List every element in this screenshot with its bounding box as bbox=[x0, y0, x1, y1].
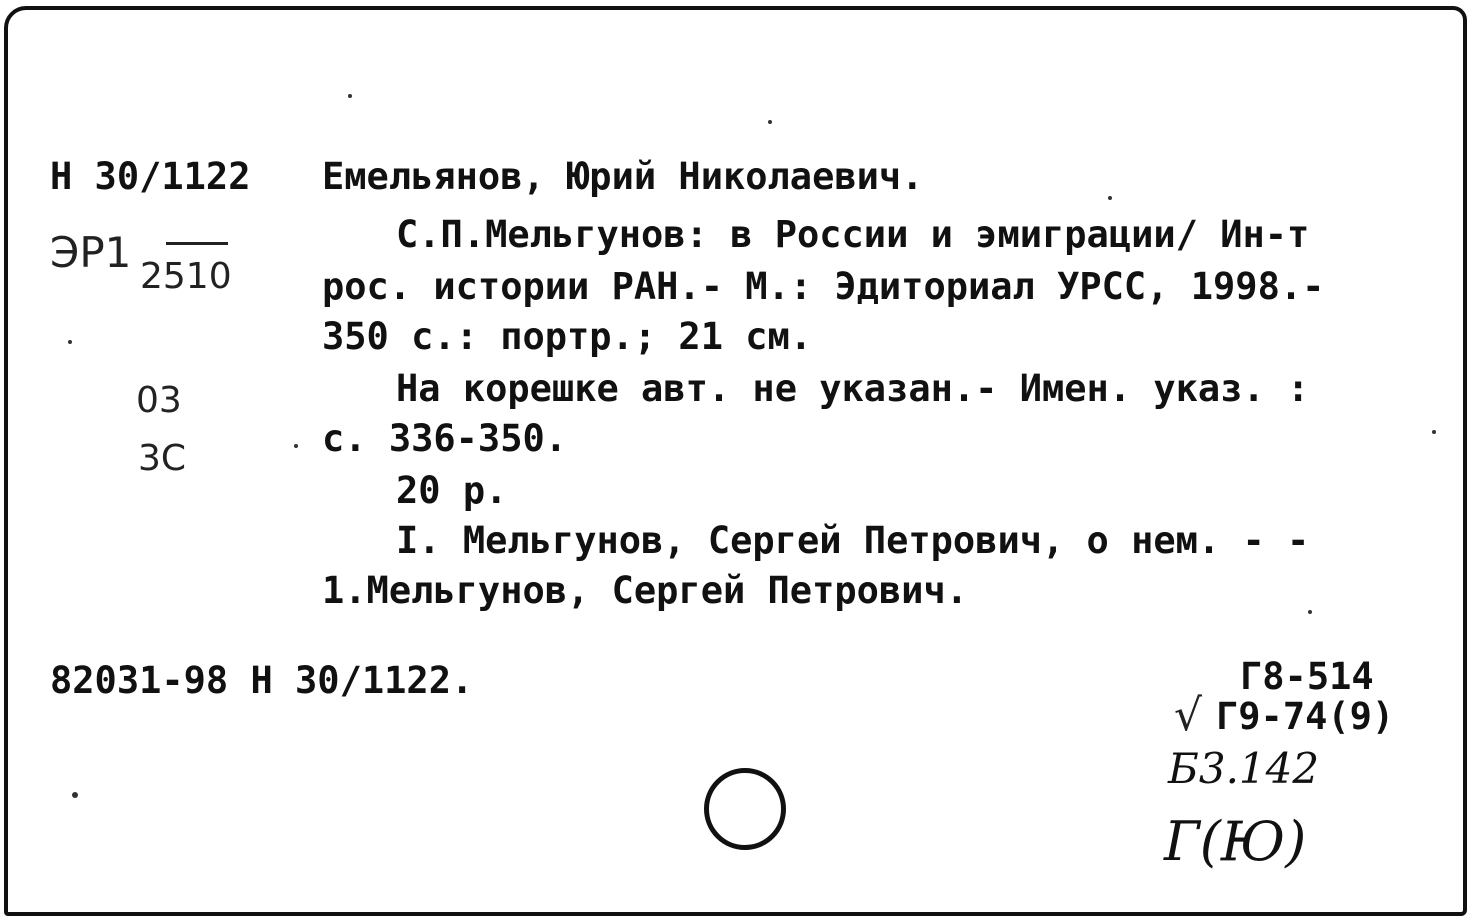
note-pages-line: с. 336-350. bbox=[322, 417, 568, 460]
scan-speck bbox=[348, 94, 352, 98]
handwritten-mark-2: 3С bbox=[138, 438, 187, 479]
classification-code-1: Г8-514 bbox=[1240, 655, 1374, 698]
physical-description-line: 350 с.: портр.; 21 см. bbox=[322, 315, 813, 358]
added-entry-line: 1.Мельгунов, Сергей Петрович. bbox=[322, 569, 969, 612]
publication-line: рос. истории РАН.- М.: Эдиториал УРСС, 1998.- bbox=[322, 265, 1325, 308]
scan-speck bbox=[72, 792, 78, 798]
title-line: С.П.Мельгунов: в России и эмиграции/ Ин-т bbox=[396, 213, 1310, 256]
check-mark-icon: √ bbox=[1174, 690, 1203, 741]
call-number: Н 30/1122 bbox=[50, 155, 251, 198]
scan-speck bbox=[1308, 610, 1312, 614]
handwritten-mark-1: 03 bbox=[136, 380, 182, 421]
catalog-card bbox=[4, 6, 1467, 916]
price-line: 20 р. bbox=[396, 469, 508, 512]
accession-line: 82031-98 Н 30/1122. bbox=[50, 659, 474, 702]
subject-heading-line: I. Мельгунов, Сергей Петрович, о нем. - - bbox=[396, 519, 1310, 562]
handwritten-class-code: Б3.142 bbox=[1168, 744, 1320, 793]
author-heading: Емельянов, Юрий Николаевич. bbox=[322, 155, 924, 198]
scan-speck bbox=[1432, 430, 1436, 434]
scan-speck bbox=[768, 120, 772, 124]
handwritten-shelf-code: ЭР1 bbox=[50, 228, 132, 277]
punch-hole bbox=[704, 768, 786, 850]
handwritten-shelf-number: 2510 bbox=[140, 256, 232, 297]
scan-speck bbox=[1108, 196, 1112, 200]
handwritten-fraction-bar bbox=[166, 242, 228, 245]
scan-speck bbox=[68, 340, 72, 344]
scan-speck bbox=[294, 444, 298, 448]
note-line: На корешке авт. не указан.- Имен. указ. : bbox=[396, 367, 1310, 410]
classification-code-2: Г9-74(9) bbox=[1216, 695, 1395, 738]
handwritten-region-code: Г(Ю) bbox=[1164, 810, 1307, 873]
